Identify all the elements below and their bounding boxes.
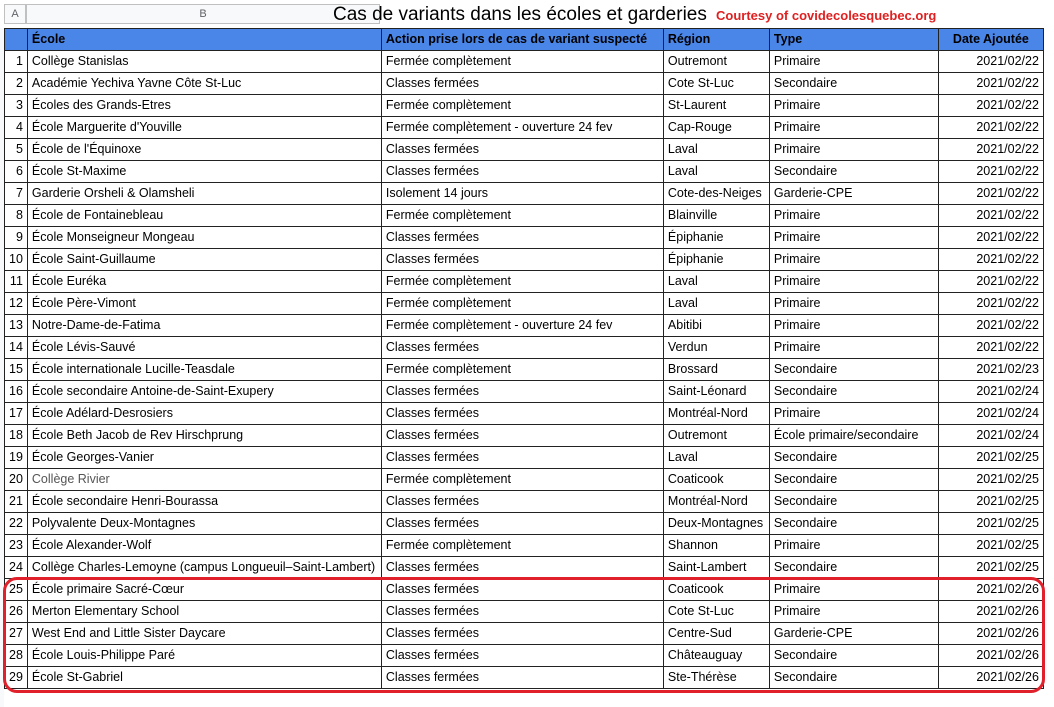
action-cell[interactable]: Classes fermées — [381, 601, 663, 623]
type-cell[interactable]: Primaire — [769, 227, 938, 249]
school-cell[interactable]: École Père-Vimont — [27, 293, 381, 315]
type-cell[interactable]: Primaire — [769, 205, 938, 227]
region-cell[interactable]: Abitibi — [663, 315, 769, 337]
date-cell[interactable]: 2021/02/24 — [938, 381, 1043, 403]
region-cell[interactable]: Châteauguay — [663, 645, 769, 667]
row-number-cell[interactable]: 15 — [5, 359, 28, 381]
type-cell[interactable]: Secondaire — [769, 381, 938, 403]
region-cell[interactable]: Deux-Montagnes — [663, 513, 769, 535]
table-row — [5, 205, 1044, 227]
row-number-cell[interactable]: 21 — [5, 491, 28, 513]
type-cell[interactable]: Garderie-CPE — [769, 623, 938, 645]
type-cell[interactable]: Primaire — [769, 337, 938, 359]
school-cell[interactable]: École Louis-Philippe Paré — [27, 645, 381, 667]
row-number-cell[interactable]: 14 — [5, 337, 28, 359]
table-row — [5, 469, 1044, 491]
region-cell[interactable]: Épiphanie — [663, 227, 769, 249]
date-cell[interactable]: 2021/02/26 — [938, 601, 1043, 623]
action-cell[interactable]: Fermée complètement — [381, 535, 663, 557]
type-cell[interactable]: Secondaire — [769, 469, 938, 491]
table-row — [5, 601, 1044, 623]
date-cell[interactable]: 2021/02/25 — [938, 513, 1043, 535]
table-row — [5, 491, 1044, 513]
region-cell[interactable]: Laval — [663, 447, 769, 469]
row-number-cell[interactable]: 25 — [5, 579, 28, 601]
action-cell[interactable]: Classes fermées — [381, 513, 663, 535]
date-cell[interactable]: 2021/02/24 — [938, 403, 1043, 425]
action-cell[interactable]: Classes fermées — [381, 579, 663, 601]
region-cell[interactable]: Cote-des-Neiges — [663, 183, 769, 205]
date-cell[interactable]: 2021/02/24 — [938, 425, 1043, 447]
region-cell[interactable]: Coaticook — [663, 579, 769, 601]
type-cell[interactable]: Primaire — [769, 117, 938, 139]
action-cell[interactable]: Classes fermées — [381, 667, 663, 689]
row-number-cell[interactable]: 2 — [5, 73, 28, 95]
type-cell[interactable]: École primaire/secondaire — [769, 425, 938, 447]
row-number-cell[interactable]: 6 — [5, 161, 28, 183]
table-row — [5, 513, 1044, 535]
school-cell[interactable]: Écoles des Grands-Etres — [27, 95, 381, 117]
region-cell[interactable]: Coaticook — [663, 469, 769, 491]
row-number-cell[interactable]: 12 — [5, 293, 28, 315]
region-cell[interactable]: Brossard — [663, 359, 769, 381]
action-cell[interactable]: Classes fermées — [381, 73, 663, 95]
row-number-cell[interactable]: 26 — [5, 601, 28, 623]
table-row — [5, 51, 1044, 73]
region-cell[interactable]: Montréal-Nord — [663, 491, 769, 513]
row-number-cell[interactable]: 3 — [5, 95, 28, 117]
table-row — [5, 183, 1044, 205]
region-cell[interactable]: St-Laurent — [663, 95, 769, 117]
action-cell[interactable]: Classes fermées — [381, 491, 663, 513]
school-cell[interactable]: École Beth Jacob de Rev Hirschprung — [27, 425, 381, 447]
action-cell[interactable]: Classes fermées — [381, 337, 663, 359]
type-cell[interactable]: Primaire — [769, 139, 938, 161]
school-cell[interactable]: École secondaire Antoine-de-Saint-Exupery — [27, 381, 381, 403]
region-cell[interactable]: Outremont — [663, 51, 769, 73]
action-cell[interactable]: Fermée complètement — [381, 95, 663, 117]
column-header-a[interactable]: A — [4, 4, 26, 24]
action-cell[interactable]: Fermée complètement — [381, 51, 663, 73]
school-cell[interactable]: Collège Rivier — [27, 469, 381, 491]
date-cell[interactable]: 2021/02/25 — [938, 469, 1043, 491]
row-number-cell[interactable]: 8 — [5, 205, 28, 227]
action-cell[interactable]: Classes fermées — [381, 161, 663, 183]
school-cell[interactable]: Académie Yechiva Yavne Côte St-Luc — [27, 73, 381, 95]
date-cell[interactable]: 2021/02/26 — [938, 579, 1043, 601]
type-cell[interactable]: Primaire — [769, 249, 938, 271]
table-row — [5, 403, 1044, 425]
date-cell[interactable]: 2021/02/22 — [938, 95, 1043, 117]
type-cell[interactable]: Secondaire — [769, 73, 938, 95]
type-cell[interactable]: Primaire — [769, 403, 938, 425]
action-cell[interactable]: Classes fermées — [381, 139, 663, 161]
table-row — [5, 117, 1044, 139]
row-number-cell[interactable]: 4 — [5, 117, 28, 139]
table-row — [5, 73, 1044, 95]
header-cell[interactable] — [5, 29, 28, 51]
region-cell[interactable]: Épiphanie — [663, 249, 769, 271]
header-row — [5, 29, 1044, 51]
type-cell[interactable]: Primaire — [769, 95, 938, 117]
date-cell[interactable]: 2021/02/22 — [938, 161, 1043, 183]
row-number-cell[interactable]: 13 — [5, 315, 28, 337]
table-row — [5, 337, 1044, 359]
type-cell[interactable]: Secondaire — [769, 359, 938, 381]
region-cell[interactable]: Cote St-Luc — [663, 73, 769, 95]
table-row — [5, 667, 1044, 689]
table-row — [5, 161, 1044, 183]
type-cell[interactable]: Primaire — [769, 293, 938, 315]
region-cell[interactable]: Saint-Lambert — [663, 557, 769, 579]
date-cell[interactable]: 2021/02/22 — [938, 183, 1043, 205]
header-cell[interactable]: Date Ajoutée — [938, 29, 1043, 51]
region-cell[interactable]: Cote St-Luc — [663, 601, 769, 623]
region-cell[interactable]: Montréal-Nord — [663, 403, 769, 425]
action-cell[interactable]: Classes fermées — [381, 557, 663, 579]
school-cell[interactable]: École St-Gabriel — [27, 667, 381, 689]
school-cell[interactable]: École Saint-Guillaume — [27, 249, 381, 271]
row-number-cell[interactable]: 1 — [5, 51, 28, 73]
table-row — [5, 557, 1044, 579]
date-cell[interactable]: 2021/02/22 — [938, 117, 1043, 139]
action-cell[interactable]: Classes fermées — [381, 447, 663, 469]
table-row — [5, 447, 1044, 469]
table-row — [5, 579, 1044, 601]
action-cell[interactable]: Fermée complètement — [381, 271, 663, 293]
action-cell[interactable]: Fermée complètement - ouverture 24 fev — [381, 315, 663, 337]
school-cell[interactable]: École secondaire Henri-Bourassa — [27, 491, 381, 513]
school-cell[interactable]: École de Fontainebleau — [27, 205, 381, 227]
date-cell[interactable]: 2021/02/22 — [938, 139, 1043, 161]
action-cell[interactable]: Fermée complètement - ouverture 24 fev — [381, 117, 663, 139]
action-cell[interactable]: Fermée complètement — [381, 469, 663, 491]
school-cell[interactable]: École primaire Sacré-Cœur — [27, 579, 381, 601]
row-number-cell[interactable]: 18 — [5, 425, 28, 447]
type-cell[interactable]: Secondaire — [769, 161, 938, 183]
school-cell[interactable]: École Adélard-Desrosiers — [27, 403, 381, 425]
table-row — [5, 645, 1044, 667]
courtesy-note: Courtesy of covidecolesquebec.org — [716, 8, 937, 23]
region-cell[interactable]: Laval — [663, 271, 769, 293]
region-cell[interactable]: Saint-Léonard — [663, 381, 769, 403]
region-cell[interactable]: Cap-Rouge — [663, 117, 769, 139]
type-cell[interactable]: Primaire — [769, 535, 938, 557]
school-cell[interactable]: Merton Elementary School — [27, 601, 381, 623]
school-cell[interactable]: École St-Maxime — [27, 161, 381, 183]
row-number-cell[interactable]: 10 — [5, 249, 28, 271]
action-cell[interactable]: Classes fermées — [381, 381, 663, 403]
row-number-cell[interactable]: 9 — [5, 227, 28, 249]
table-row — [5, 623, 1044, 645]
school-cell[interactable]: École Alexander-Wolf — [27, 535, 381, 557]
date-cell[interactable]: 2021/02/25 — [938, 491, 1043, 513]
date-cell[interactable]: 2021/02/22 — [938, 271, 1043, 293]
school-cell[interactable]: École Marguerite d'Youville — [27, 117, 381, 139]
action-cell[interactable]: Isolement 14 jours — [381, 183, 663, 205]
type-cell[interactable]: Secondaire — [769, 513, 938, 535]
school-cell[interactable]: Collège Stanislas — [27, 51, 381, 73]
region-cell[interactable]: Ste-Thérèse — [663, 667, 769, 689]
row-number-cell[interactable]: 11 — [5, 271, 28, 293]
table-row — [5, 381, 1044, 403]
date-cell[interactable]: 2021/02/23 — [938, 359, 1043, 381]
table-row — [5, 293, 1044, 315]
table-row — [5, 425, 1044, 447]
type-cell[interactable]: Secondaire — [769, 447, 938, 469]
data-table — [4, 28, 1044, 689]
date-cell[interactable]: 2021/02/22 — [938, 51, 1043, 73]
column-header-b[interactable]: B — [26, 4, 380, 24]
date-cell[interactable]: 2021/02/25 — [938, 447, 1043, 469]
header-cell[interactable]: École — [27, 29, 381, 51]
type-cell[interactable]: Garderie-CPE — [769, 183, 938, 205]
action-cell[interactable]: Classes fermées — [381, 227, 663, 249]
date-cell[interactable]: 2021/02/22 — [938, 337, 1043, 359]
header-cell[interactable]: Type — [769, 29, 938, 51]
school-cell[interactable]: École Monseigneur Mongeau — [27, 227, 381, 249]
action-cell[interactable]: Fermée complètement — [381, 359, 663, 381]
row-number-cell[interactable]: 24 — [5, 557, 28, 579]
school-cell[interactable]: École de l'Équinoxe — [27, 139, 381, 161]
school-cell[interactable]: Notre-Dame-de-Fatima — [27, 315, 381, 337]
school-cell[interactable]: École internationale Lucille-Teasdale — [27, 359, 381, 381]
type-cell[interactable]: Primaire — [769, 579, 938, 601]
row-number-cell[interactable]: 29 — [5, 667, 28, 689]
date-cell[interactable]: 2021/02/22 — [938, 73, 1043, 95]
header-cell[interactable]: Action prise lors de cas de variant suspecté — [381, 29, 663, 51]
table-row — [5, 227, 1044, 249]
region-cell[interactable]: Laval — [663, 161, 769, 183]
action-cell[interactable]: Fermée complètement — [381, 293, 663, 315]
row-number-cell[interactable]: 19 — [5, 447, 28, 469]
type-cell[interactable]: Primaire — [769, 271, 938, 293]
type-cell[interactable]: Primaire — [769, 51, 938, 73]
row-number-cell[interactable]: 5 — [5, 139, 28, 161]
region-cell[interactable]: Laval — [663, 293, 769, 315]
sheet-title: Cas de variants dans les écoles et garderies — [333, 4, 707, 25]
row-number-cell[interactable]: 27 — [5, 623, 28, 645]
date-cell[interactable]: 2021/02/22 — [938, 249, 1043, 271]
date-cell[interactable]: 2021/02/26 — [938, 623, 1043, 645]
row-number-cell[interactable]: 7 — [5, 183, 28, 205]
school-cell[interactable]: Collège Charles-Lemoyne (campus Longueuil–Saint-Lambert) — [27, 557, 381, 579]
type-cell[interactable]: Secondaire — [769, 557, 938, 579]
date-cell[interactable]: 2021/02/22 — [938, 293, 1043, 315]
row-number-cell[interactable]: 23 — [5, 535, 28, 557]
school-cell[interactable]: École Euréka — [27, 271, 381, 293]
action-cell[interactable]: Classes fermées — [381, 645, 663, 667]
table-row — [5, 95, 1044, 117]
row-number-cell[interactable]: 20 — [5, 469, 28, 491]
row-number-cell[interactable]: 17 — [5, 403, 28, 425]
type-cell[interactable]: Secondaire — [769, 491, 938, 513]
table-row — [5, 249, 1044, 271]
action-cell[interactable]: Classes fermées — [381, 623, 663, 645]
type-cell[interactable]: Secondaire — [769, 667, 938, 689]
date-cell[interactable]: 2021/02/25 — [938, 535, 1043, 557]
header-cell[interactable]: Région — [663, 29, 769, 51]
school-cell[interactable]: École Lévis-Sauvé — [27, 337, 381, 359]
date-cell[interactable]: 2021/02/22 — [938, 315, 1043, 337]
date-cell[interactable]: 2021/02/26 — [938, 645, 1043, 667]
row-number-cell[interactable]: 16 — [5, 381, 28, 403]
region-cell[interactable]: Laval — [663, 139, 769, 161]
table-row — [5, 315, 1044, 337]
date-cell[interactable]: 2021/02/26 — [938, 667, 1043, 689]
school-cell[interactable]: Polyvalente Deux-Montagnes — [27, 513, 381, 535]
action-cell[interactable]: Classes fermées — [381, 403, 663, 425]
action-cell[interactable]: Classes fermées — [381, 249, 663, 271]
school-cell[interactable]: West End and Little Sister Daycare — [27, 623, 381, 645]
table-row — [5, 139, 1044, 161]
region-cell[interactable]: Centre-Sud — [663, 623, 769, 645]
action-cell[interactable]: Fermée complètement — [381, 205, 663, 227]
row-number-cell[interactable]: 28 — [5, 645, 28, 667]
region-cell[interactable]: Shannon — [663, 535, 769, 557]
region-cell[interactable]: Verdun — [663, 337, 769, 359]
type-cell[interactable]: Primaire — [769, 601, 938, 623]
table-row — [5, 271, 1044, 293]
region-cell[interactable]: Blainville — [663, 205, 769, 227]
type-cell[interactable]: Primaire — [769, 315, 938, 337]
date-cell[interactable]: 2021/02/22 — [938, 205, 1043, 227]
row-number-cell[interactable]: 22 — [5, 513, 28, 535]
school-cell[interactable]: Garderie Orsheli & Olamsheli — [27, 183, 381, 205]
table-row — [5, 359, 1044, 381]
region-cell[interactable]: Outremont — [663, 425, 769, 447]
action-cell[interactable]: Classes fermées — [381, 425, 663, 447]
table-row — [5, 535, 1044, 557]
school-cell[interactable]: École Georges-Vanier — [27, 447, 381, 469]
type-cell[interactable]: Secondaire — [769, 645, 938, 667]
date-cell[interactable]: 2021/02/22 — [938, 227, 1043, 249]
date-cell[interactable]: 2021/02/25 — [938, 557, 1043, 579]
